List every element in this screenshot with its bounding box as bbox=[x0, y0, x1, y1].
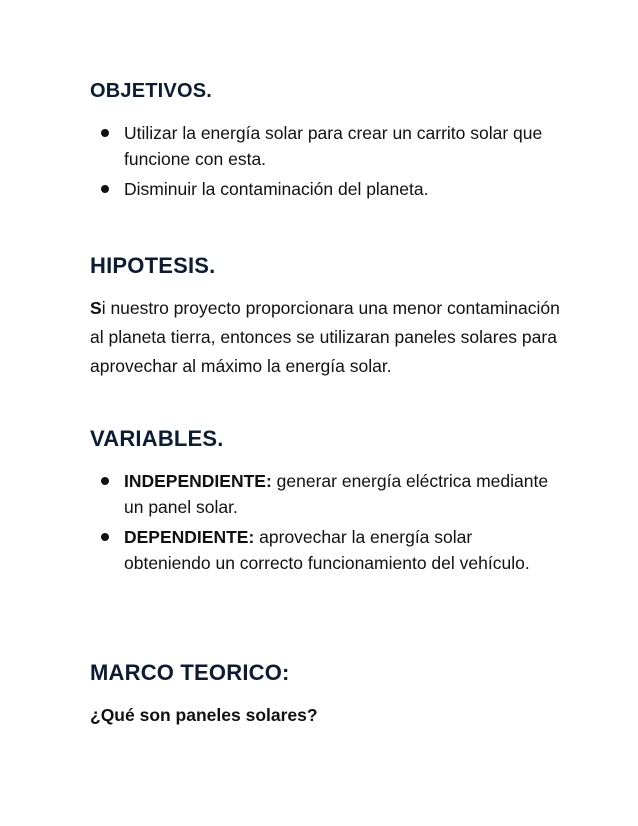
variable-text: generar energía eléctrica mediante un panel solar. bbox=[124, 471, 549, 517]
marco-question: ¿Qué son paneles solares? bbox=[90, 705, 318, 725]
hipotesis-paragraph bbox=[90, 294, 560, 381]
objetivo-text: Utilizar la energía solar para crear un carrito solar que funcione con esta. bbox=[124, 123, 543, 169]
hipotesis-heading: HIPOTESIS. bbox=[90, 253, 216, 278]
bullet-icon bbox=[101, 533, 109, 541]
bullet-icon bbox=[101, 129, 109, 137]
variables-list bbox=[98, 468, 558, 580]
objetivo-text: Disminuir la contaminación del planeta. bbox=[124, 179, 429, 199]
objetivos-list bbox=[98, 120, 558, 206]
variable-text: aprovechar la energía solar obteniendo un correcto funcionamiento del vehículo. bbox=[124, 527, 530, 573]
list-item bbox=[98, 524, 558, 576]
variable-label: INDEPENDIENTE: bbox=[124, 471, 272, 491]
variables-heading: VARIABLES. bbox=[90, 426, 224, 451]
list-item bbox=[98, 120, 558, 172]
objetivos-heading: OBJETIVOS. bbox=[90, 80, 213, 102]
bullet-icon bbox=[101, 185, 109, 193]
list-item bbox=[98, 176, 558, 202]
variable-label: DEPENDIENTE: bbox=[124, 527, 255, 547]
drop-letter: S bbox=[90, 298, 102, 318]
hipotesis-text: i nuestro proyecto proporcionara una menor contaminación al planeta tierra, entonces se utilizaran paneles solares para aprovechar al máximo la energía solar. bbox=[90, 298, 560, 376]
marco-teorico-heading: MARCO TEORICO: bbox=[90, 660, 290, 685]
list-item bbox=[98, 468, 558, 520]
bullet-icon bbox=[101, 477, 109, 485]
